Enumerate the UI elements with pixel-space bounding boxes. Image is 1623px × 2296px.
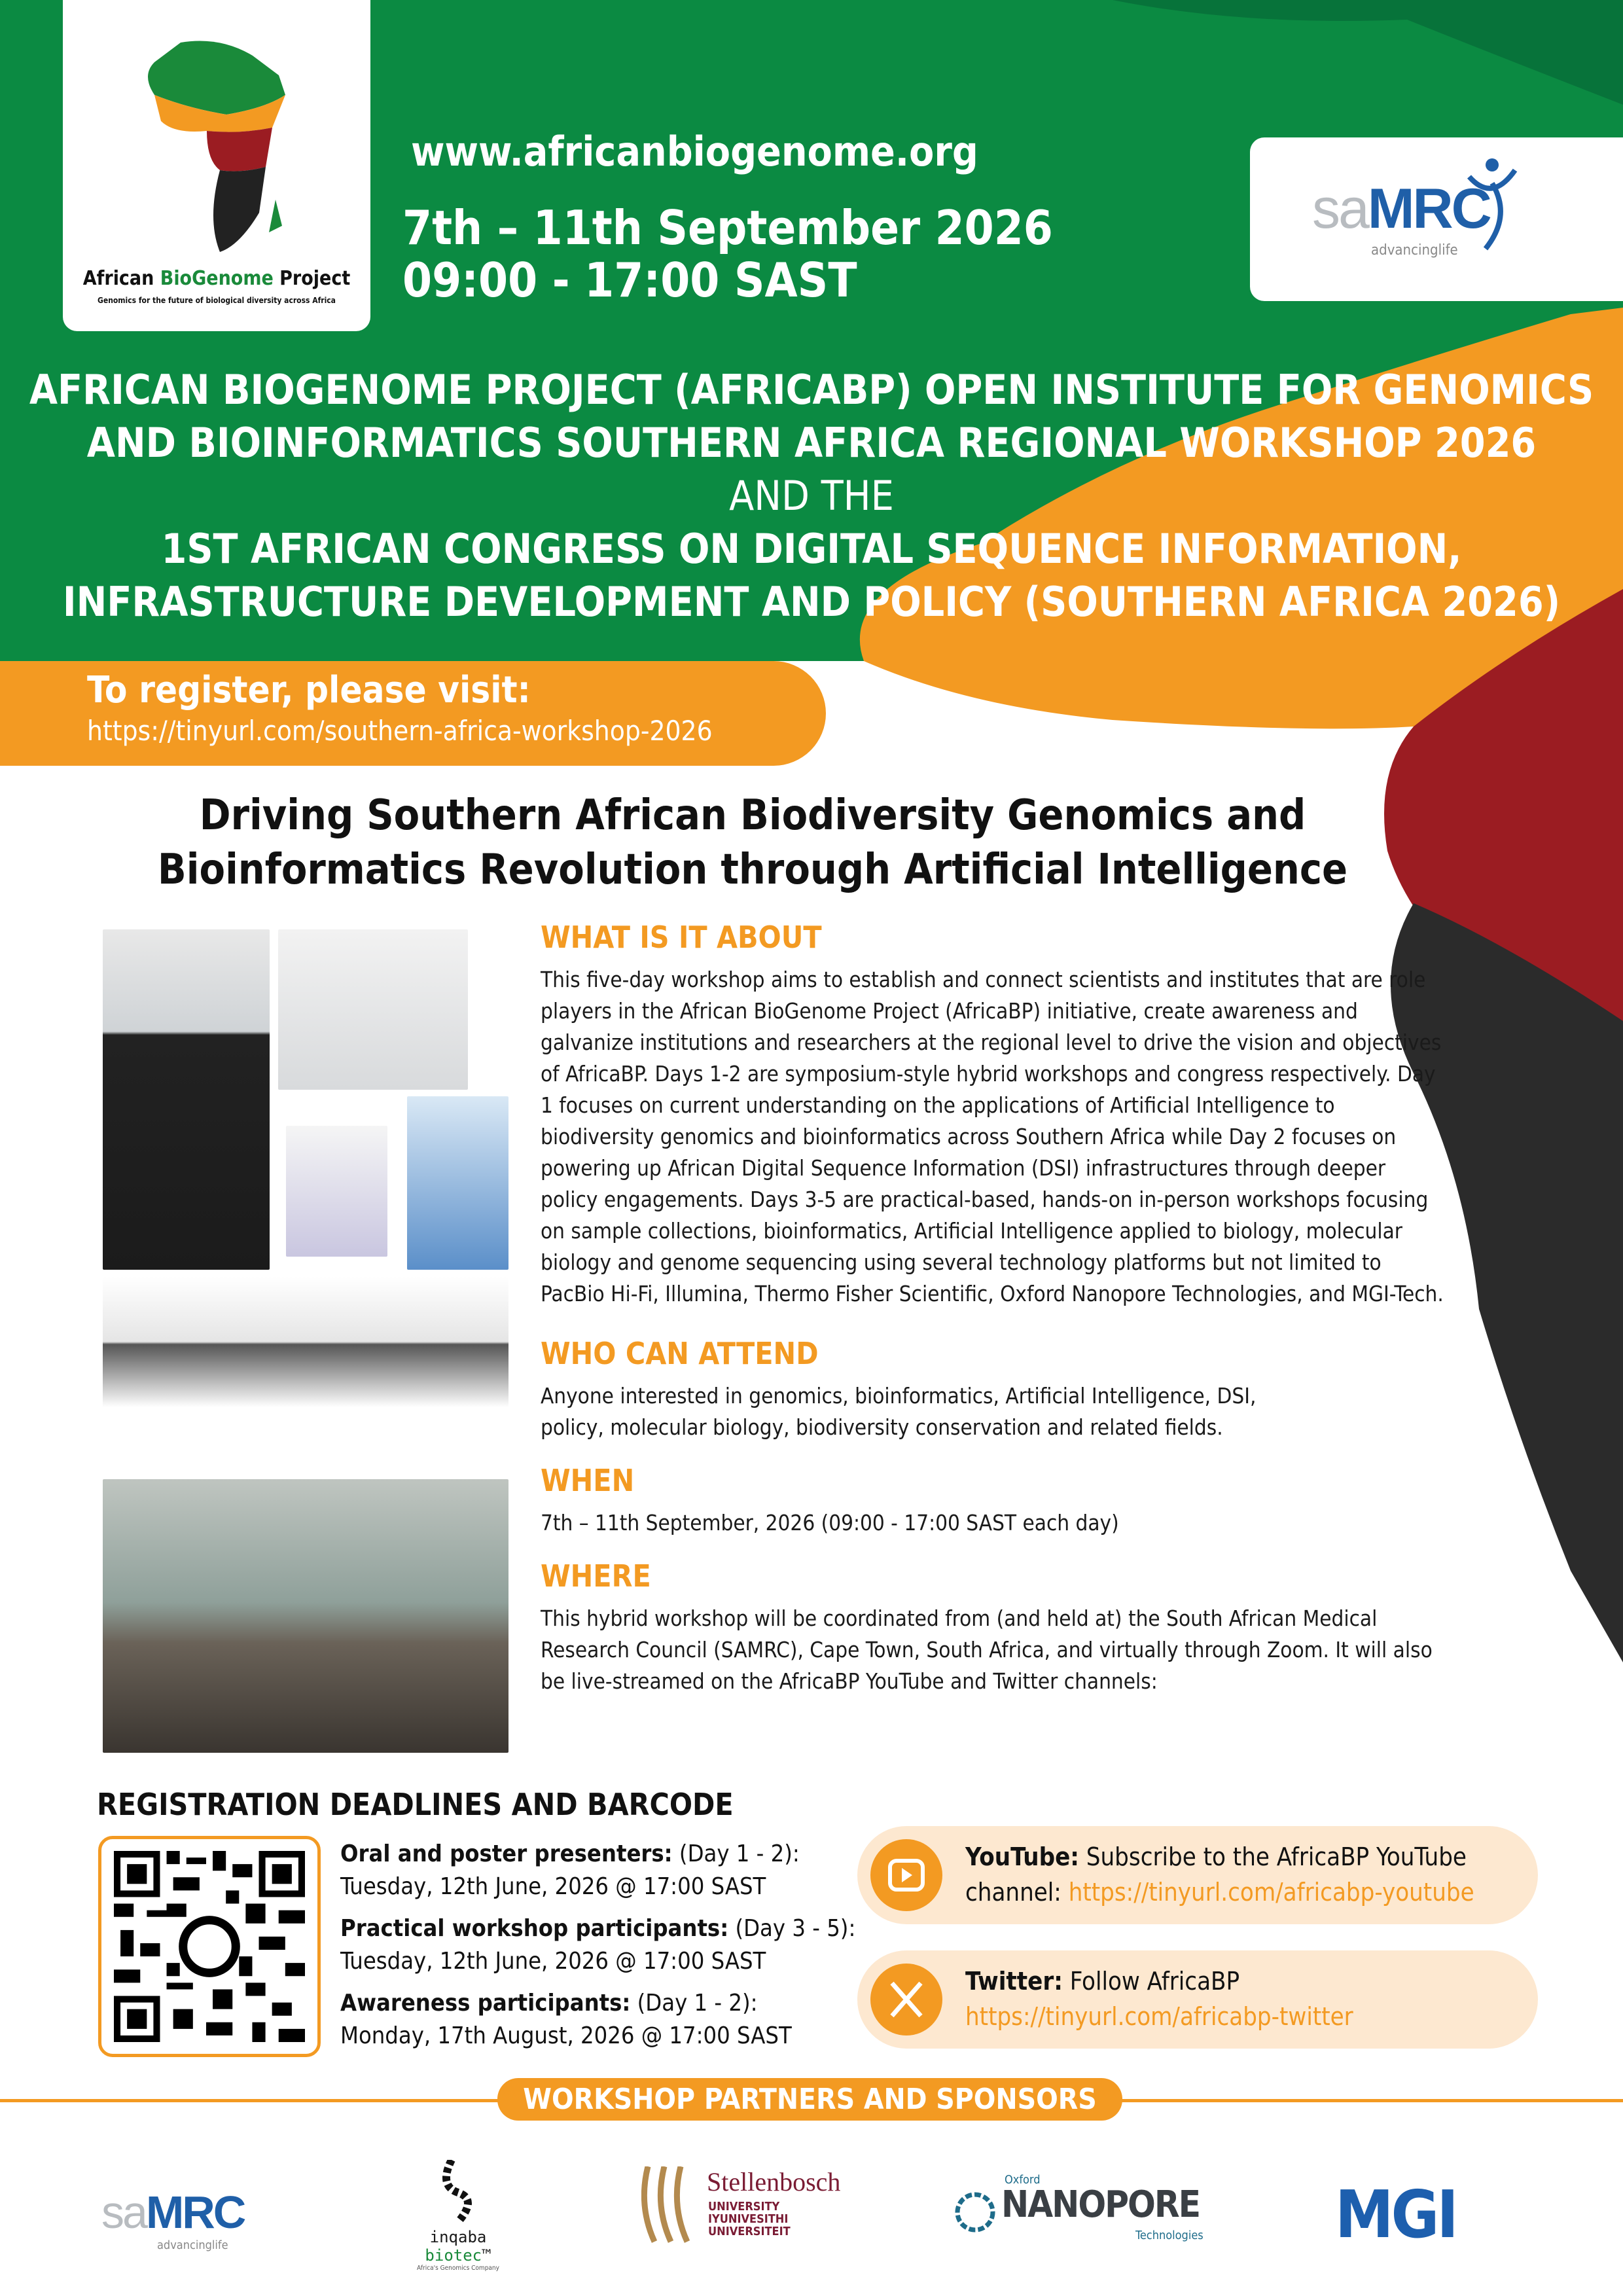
sequencer-photo: [278, 929, 468, 1090]
dna-figure-icon: [1466, 157, 1518, 255]
samrc-logo: saMRC advancinglife: [1250, 137, 1623, 301]
nanopore-swirl-icon: [952, 2189, 998, 2235]
where-body: This hybrid workshop will be coordinated from (and held at) the South African Medical Research Council (SAMRC), Cape Town, South Africa, and virtually through Zoom. It will also be live-streamed on the AfricaBP YouTube and Twitter channels:: [541, 1605, 1433, 1694]
deadline-label: Oral and poster presenters: (Day 1 - 2):: [340, 1840, 800, 1867]
logo-name: African BioGenome Project: [82, 267, 351, 290]
inqaba-biotec-logo: inqaba biotec™ Africa's Genomics Company: [399, 2160, 517, 2265]
inqaba-mark-icon: [432, 2160, 484, 2225]
nanopore-devices-photo: [103, 1276, 508, 1407]
sequencer-photo: [103, 929, 270, 1270]
deadline-label: Awareness participants: (Day 1 - 2):: [340, 1990, 758, 2017]
stellenbosch-crest-icon: [641, 2166, 694, 2245]
website-url[interactable]: www.africanbiogenome.org: [411, 128, 978, 175]
oxford-nanopore-logo: Oxford NANOPORE Technologies: [952, 2160, 1234, 2265]
x-icon[interactable]: [870, 1964, 942, 2036]
twitter-link[interactable]: https://tinyurl.com/africabp-twitter: [965, 2002, 1353, 2031]
africabp-logo: [63, 0, 370, 331]
attend-body: Anyone interested in genomics, bioinformatics, Artificial Intelligence, DSI, policy, molecular biology, biodiversity conservation and related fields.: [541, 1383, 1257, 1440]
device-photo: [286, 1126, 387, 1257]
about-heading: WHAT IS IT ABOUT: [541, 920, 822, 955]
subtitle: Driving Southern African Biodiversity Genomics and Bioinformatics Revolution through Artificial Intelligence: [157, 791, 1348, 894]
logo-tagline: Genomics for the future of biological diversity across Africa: [98, 296, 336, 305]
youtube-card: YouTube: Subscribe to the AfricaBP YouTube channel: https://tinyurl.com/africabp-youtube: [857, 1826, 1538, 1924]
deadline-date: Tuesday, 12th June, 2026 @ 17:00 SAST: [340, 1948, 766, 1975]
info-column: [541, 920, 1457, 1697]
attend-heading: WHO CAN ATTEND: [541, 1336, 819, 1371]
register-heading: To register, please visit:: [87, 669, 531, 711]
partners-heading: WORKSHOP PARTNERS AND SPONSORS: [497, 2078, 1122, 2121]
when-heading: WHEN: [541, 1463, 635, 1498]
registration-heading: REGISTRATION DEADLINES AND BARCODE: [97, 1787, 734, 1822]
register-link[interactable]: https://tinyurl.com/southern-africa-workshop-2026: [87, 715, 713, 747]
event-title: AFRICAN BIOGENOME PROJECT (AFRICABP) OPEN INSTITUTE FOR GENOMICS AND BIOINFORMATICS SOUTHERN AFRICA REGIONAL WORKSHOP 2026 AND THE 1ST AFRICAN CONGRESS ON DIGITAL SEQUENCE INFORMATION, INFRASTRUCTURE DEVELOPMENT AND POLICY (SOUTHERN AFRICA 2026): [29, 366, 1594, 626]
when-body: 7th – 11th September, 2026 (09:00 - 17:00 SAST each day): [541, 1510, 1119, 1535]
deadline-label: Practical workshop participants: (Day 3 - 5):: [340, 1915, 856, 1942]
photo-collage: [103, 929, 508, 1753]
youtube-link[interactable]: https://tinyurl.com/africabp-youtube: [1068, 1878, 1474, 1907]
deadline-date: Tuesday, 12th June, 2026 @ 17:00 SAST: [340, 1873, 766, 1900]
twitter-card: Twitter: Follow AfricaBP https://tinyurl.com/africabp-twitter: [857, 1950, 1538, 2049]
mgi-logo: MGI: [1335, 2176, 1456, 2253]
africa-map-icon: [135, 36, 298, 259]
stellenbosch-logo: Stellenbosch UNIVERSITY IYUNIVESITHI UNIVERSITEIT: [641, 2160, 851, 2265]
workshop-group-photo: [103, 1479, 508, 1753]
about-body: This five-day workshop aims to establish and connect scientists and institutes that are role players in the African BioGenome Project (AfricaBP) initiative, create awareness and galvanize institutions and researchers at the regional level to drive the vision and objectives of AfricaBP. Days 1-2 are symposium-style hybrid workshops and congress respectively. Day 1 focuses on current understanding on the applications of Artificial Intelligence to biodiversity genomics and bioinformatics across Southern Africa while Day 2 focuses on powering up African Digital Sequence Information (DSI) infrastructures through deeper policy engagements. Days 3-5 are practical-based, hands-on in-person workshops focusing on sample collections, bioinformatics, Artificial Intelligence applied to biology, molecular biology and genome sequencing using several technology platforms but not limited to PacBio Hi-Fi, Illumina, Thermo Fisher Scientific, Oxford Nanopore Technologies, and MGI-Tech.: [541, 967, 1444, 1306]
samrc-sponsor-logo: saMRC advancinglife: [101, 2187, 245, 2252]
deadline-date: Monday, 17th August, 2026 @ 17:00 SAST: [340, 2022, 792, 2049]
event-dates: 7th – 11th September 2026 09:00 - 17:00 SAST: [402, 200, 1053, 308]
youtube-play-icon[interactable]: [870, 1839, 942, 1911]
registration-qr-code[interactable]: [98, 1836, 321, 2057]
where-heading: WHERE: [541, 1558, 651, 1594]
qr-code-icon: [113, 1851, 306, 2042]
registration-deadlines: [340, 1838, 855, 2053]
pipette-photo: [407, 1096, 508, 1270]
